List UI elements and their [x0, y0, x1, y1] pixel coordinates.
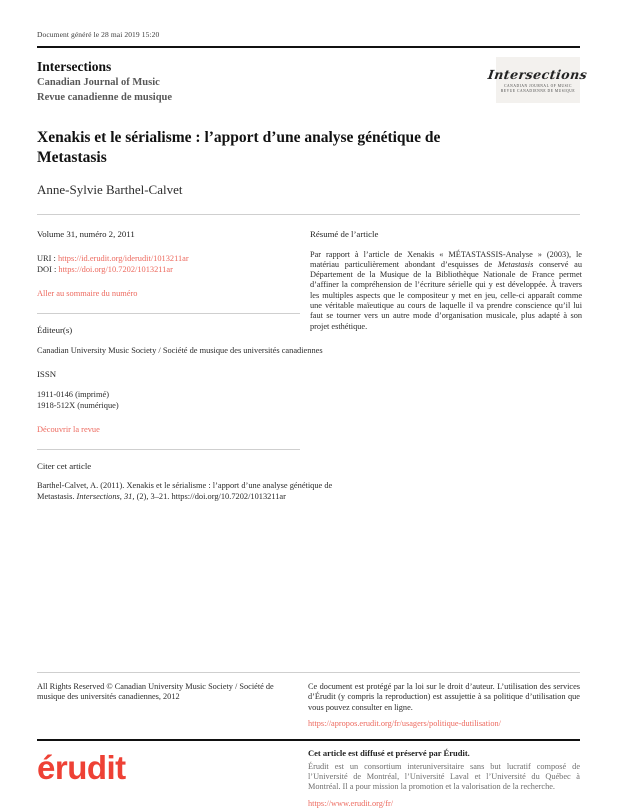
- erudit-about-text: Érudit est un consortium interuniversitaire sans but lucratif composé de l’Université de Montréal, l’Université Laval et l’Université du Québec à Montréal. Il a pour mission la promotion et la valorisation de la recherche.: [308, 761, 580, 792]
- footer: [37, 672, 580, 811]
- journal-logo-script: Intersections: [487, 66, 589, 82]
- journal-logo-caption-2: REVUE CANADIENNE DE MUSIQUE: [500, 89, 576, 94]
- citation-part-1: Barthel-Calvet, A. (2011). Xenakis et le sérialisme : l’apport d’une analyse génétique de Metastasis.: [37, 481, 333, 502]
- generated-note: Document généré le 28 mai 2019 15:20: [37, 30, 160, 39]
- issn-digital: 1918-512X (numérique): [37, 401, 119, 411]
- policy-link[interactable]: https://apropos.erudit.org/fr/usagers/politique-dutilisation/: [308, 718, 501, 728]
- abstract-part-1: Par rapport à l’article de Xenakis « MÉTASTASSIS-Analyse » (2003), le matériau particulièrement abondant d’esquisses de: [310, 249, 582, 269]
- journal-title: Intersections: [37, 59, 112, 74]
- doi-row: [37, 264, 300, 276]
- journal-logo-caption-1: CANADIAN JOURNAL OF MUSIC: [504, 83, 572, 88]
- uri-label: URI :: [37, 253, 56, 263]
- right-column: [310, 215, 582, 503]
- doi-link[interactable]: https://doi.org/10.7202/1013211ar: [58, 265, 173, 275]
- toc-link[interactable]: Aller au sommaire du numéro: [37, 288, 138, 298]
- journal-logo: [487, 57, 589, 103]
- policy-text: Ce document est protégé par la loi sur le droit d’auteur. L’utilisation des services d’Érudit (y compris la reproduction) est assujettie à sa politique d’utilisation que vous pouvez consulter en ligne.: [308, 682, 580, 712]
- abstract-heading: Résumé de l’article: [310, 228, 379, 239]
- footer-row-2: [37, 748, 580, 811]
- erudit-brand-block: [37, 748, 287, 811]
- footer-row-1: [37, 682, 580, 731]
- identifier-block: [37, 253, 300, 276]
- diffusion-line: Cet article est diffusé et préservé par Érudit.: [308, 747, 470, 758]
- masthead: [37, 59, 589, 104]
- uri-link[interactable]: https://id.erudit.org/iderudit/1013211ar: [57, 253, 189, 263]
- left-divider-2: [37, 449, 300, 450]
- issn-print: 1911-0146 (imprimé): [37, 389, 110, 399]
- abstract-work-italic: Metastasis: [497, 259, 534, 269]
- abstract-text: [310, 250, 582, 332]
- issn-heading: ISSN: [37, 368, 57, 379]
- policy-block: [308, 682, 580, 731]
- journal-subtitle-en: Canadian Journal of Music: [37, 77, 160, 88]
- erudit-logo: érudit: [37, 748, 126, 786]
- publisher-heading: Éditeur(s): [37, 325, 73, 336]
- doi-label: DOI :: [37, 265, 57, 275]
- toc-row: [37, 288, 300, 300]
- citation-journal-italic: Intersections, 31,: [76, 492, 135, 502]
- left-column: [37, 215, 333, 503]
- discover-row: [37, 424, 300, 436]
- left-divider-1: [37, 313, 300, 314]
- erudit-about-block: [308, 748, 580, 811]
- journal-subtitle-fr: Revue canadienne de musique: [37, 91, 173, 103]
- two-column-area: [37, 215, 583, 503]
- article-author: Anne-Sylvie Barthel-Calvet: [37, 181, 183, 197]
- volume-line: Volume 31, numéro 2, 2011: [37, 228, 135, 239]
- issn-block: [37, 389, 300, 412]
- cite-heading: Citer cet article: [37, 461, 92, 472]
- rights-text: All Rights Reserved © Canadian University Music Society / Société de musique des universités canadiennes, 2012: [37, 682, 274, 702]
- journal-block: [37, 59, 172, 104]
- article-title: Xenakis et le sérialisme : l’apport d’une analyse génétique de Metastasis: [37, 129, 441, 167]
- publisher-name: Canadian University Music Society / Société de musique des universités canadiennes: [37, 346, 323, 356]
- discover-link[interactable]: Découvrir la revue: [37, 424, 100, 434]
- abstract-part-2: conservé au Département de la Musique de la Bibliothèque Nationale de France permet d’affiner la compréhension de l’écriture sérielle qui y est développée. À travers les multiples aspects que le compositeur y met en jeu, celle-ci apparaît comme une véritable maïeutique au cours de laquelle il va prendre conscience qu’il lui faut se tourner vers un autre mode d’organisation musicale, plus adapté à son projet esthétique.: [310, 259, 583, 331]
- footer-divider-thick: [37, 739, 580, 741]
- uri-row: [37, 253, 300, 265]
- citation-part-2: (2), 3–21. https://doi.org/10.7202/1013211ar: [134, 492, 286, 502]
- erudit-link[interactable]: https://www.erudit.org/fr/: [308, 798, 394, 808]
- footer-divider-thin: [37, 672, 580, 673]
- top-rule: [37, 46, 580, 48]
